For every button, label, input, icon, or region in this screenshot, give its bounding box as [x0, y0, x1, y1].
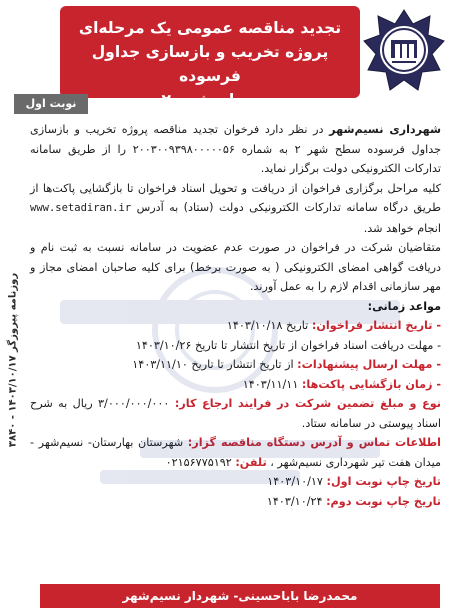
receive-label: - مهلت دریافت اسناد فراخوان [300, 338, 441, 352]
phone-label: تلفن: [235, 455, 267, 469]
contact-label: اطلاعات تماس و آدرس دستگاه مناقصه گزار: [187, 436, 441, 449]
title-line-3: سطح شهر ۲ [161, 91, 259, 109]
contact-value: شهرستان بهارستان- نسیم‌شهر - میدان هفت تیر شهرداری نسیم‌شهر ، [30, 436, 441, 469]
paragraph-process [30, 179, 441, 239]
schedule-heading-text: مواعد زمانی: [367, 299, 441, 313]
signature-footer: محمدرضا باباحسینی- شهردار نسیم‌شهر [40, 584, 440, 608]
print-date-second [30, 492, 441, 512]
title-line-1: تجدید مناقصه عمومی یک مرحله‌ای [78, 19, 342, 37]
title-line-2: پروژه تخریب و بازسازی جداول فرسوده [91, 43, 329, 85]
guarantee-value: ۳/۰۰۰/۰۰۰/۰۰۰ ریال به شرح اسناد پیوستی در سامانه ستاد. [30, 397, 441, 430]
schedule-publish [30, 316, 441, 336]
publish-label: - تاریخ انتشار فراخوان: [311, 319, 441, 332]
header-banner [60, 6, 360, 109]
notice-title [66, 16, 354, 112]
guarantee-label: نوع و مبلغ تضمین شرکت در فرایند ارجاع کار: [174, 397, 441, 410]
setad-url-link[interactable]: www.setadiran.ir [30, 202, 132, 214]
opening-label: - زمان بازگشایی پاکت‌ها: [301, 377, 441, 391]
registration-text: متقاضیان شرکت در فراخوان در صورت عدم عضویت در سامانه نسبت به ثبت نام و دریافت گواهی امضای الکترونیکی ( به صورت برخط) برای کلیه صاحبان امضای مجاز و مهر سازمانی اقدام لازم را به عمل آورند. [30, 241, 441, 293]
print-second-value: ۱۴۰۳/۱۰/۲۴ [266, 494, 323, 508]
receive-value: از تاریخ انتشار تا تاریخ ۱۴۰۳/۱۰/۲۶ [135, 338, 298, 352]
schedule-receive [30, 336, 441, 356]
side-strip-text: روزنامه پیروزگر ۱۴۰۳/۱۰/۱۷ - ۳۸۴۰ [7, 272, 19, 448]
print-date-first [30, 472, 441, 492]
side-strip [2, 120, 24, 600]
print-first-label: تاریخ چاپ نوبت اول: [326, 475, 441, 488]
notice-body [30, 120, 441, 511]
organization-name: شهرداری نسیم‌شهر [329, 123, 441, 136]
intro-text: در نظر دارد فرخوان تجدید مناقصه پروژه تخریب و بازسازی جداول فرسوده سطح شهر ۲ به شماره ۲۰۰۳۰۰۹۳۹۸۰۰۰۰۰۵۶ را از طریق سامانه تدارکات الکترونیکی دولت برگزار نماید. [30, 123, 441, 175]
opening-value: ۱۴۰۳/۱۱/۱۱ [242, 377, 299, 391]
contact-row [30, 433, 441, 472]
schedule-heading [30, 297, 441, 317]
municipality-emblem-icon [362, 8, 446, 92]
paragraph-intro [30, 120, 441, 179]
guarantee-row [30, 394, 441, 433]
process-end-text: انجام خواهد شد. [363, 221, 441, 235]
submit-label: - مهلت ارسال پیشنهادات: [297, 358, 441, 371]
schedule-opening [30, 375, 441, 395]
phone-value: ۰۲۱۵۶۷۷۵۱۹۲ [165, 455, 232, 469]
process-text: کلیه مراحل برگزاری فراخوان از دریافت و تحویل اسناد فراخوان تا بازگشایی پاکت‌ها از طریق درگاه سامانه تدارکات الکترونیکی دولت (ستاد) به آدرس [30, 181, 441, 214]
paragraph-registration [30, 238, 441, 297]
submit-value: از تاریخ انتشار تا تاریخ ۱۴۰۳/۱۱/۱۰ [132, 358, 294, 371]
publish-value: تاریخ ۱۴۰۳/۱۰/۱۸ [226, 319, 309, 332]
print-second-label: تاریخ چاپ نوبت دوم: [326, 494, 441, 508]
status-badge: نوبت اول [14, 94, 88, 114]
schedule-submit [30, 355, 441, 375]
print-first-value: ۱۴۰۳/۱۰/۱۷ [267, 475, 323, 488]
